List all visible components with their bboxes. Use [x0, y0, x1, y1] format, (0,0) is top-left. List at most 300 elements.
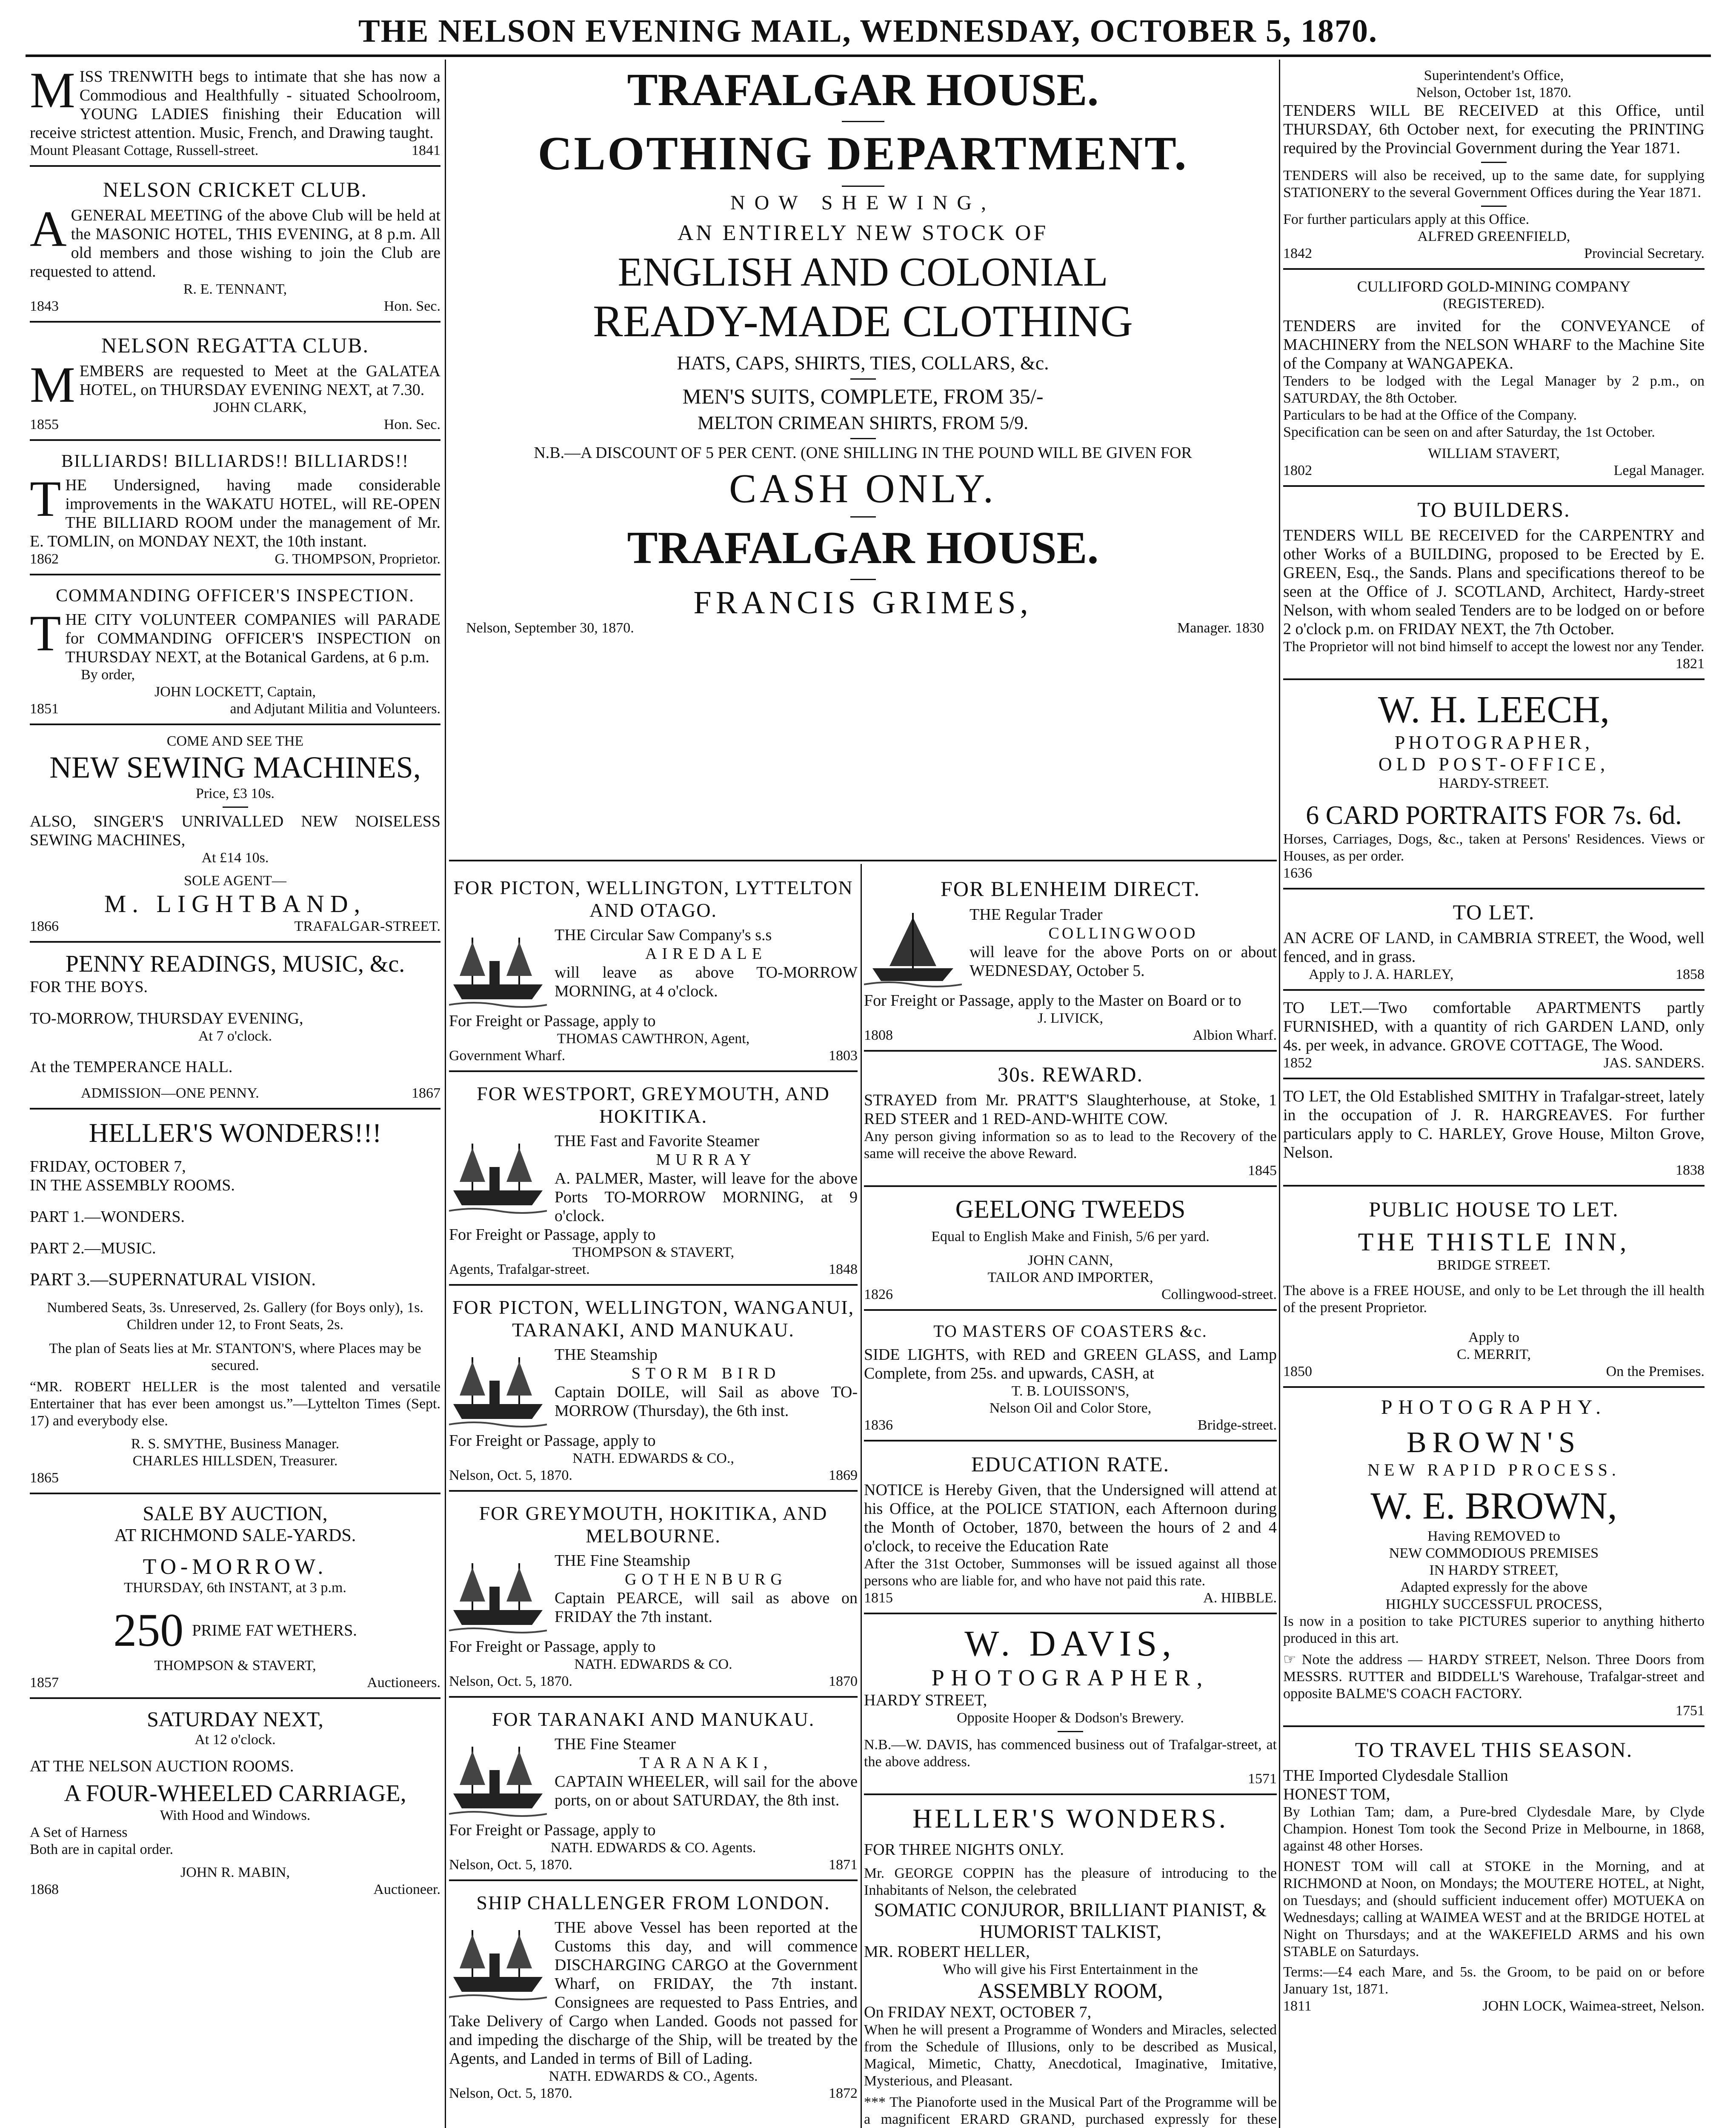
ad-number: 1802 — [1283, 463, 1312, 478]
ad-signature: M. LIGHTBAND, — [104, 890, 366, 918]
ad-title: GEELONG TWEEDS — [955, 1195, 1186, 1223]
ad-signature: R. S. SMYTHE, Business Manager. — [131, 1436, 340, 1452]
ad-hellers-wonders — [30, 1110, 440, 1494]
ad-line: A Set of Harness — [30, 1825, 128, 1840]
shipping-list — [449, 866, 858, 2108]
ad-intro: THE Fine Steamer — [555, 1735, 676, 1753]
ad-number: 1857 — [30, 1675, 59, 1690]
ad-stallion — [1283, 1727, 1705, 2021]
column-3b — [864, 866, 1277, 2128]
drop-cap: T — [30, 605, 61, 661]
ad-title: Hon. Sec. — [383, 298, 440, 314]
ad-line: Equal to English Make and Finish, 5/6 per yard. — [931, 1229, 1210, 1244]
ad-text: TO LET, the Old Established SMITHY in Trafalgar-street, lately in the occupation of J. R. HARGREAVES. For further particulars apply to C. HARLEY, Grove House, Milton Grove, Nelson. — [1283, 1087, 1705, 1161]
ad-line: TO-MORROW, THURSDAY EVENING, — [30, 1010, 303, 1027]
ad-text: Captain DOILE, will Sail as above TO-MORROW (Thursday), the 6th inst. — [555, 1383, 858, 1420]
ad-text: Mr. GEORGE COPPIN has the pleasure of introducing to the Inhabitants of Nelson, the celebrated — [864, 1865, 1277, 1898]
ad-line: At the TEMPERANCE HALL. — [30, 1058, 233, 1076]
ad-signature: C. MERRIT, — [1456, 1347, 1531, 1362]
ad-number: 1830 — [1235, 620, 1264, 636]
ad-inspection — [30, 575, 440, 725]
ad-shipping — [449, 1072, 858, 1286]
ad-heading: TO TRAVEL THIS SEASON. — [1355, 1738, 1633, 1762]
ad-printing-tenders — [1283, 60, 1705, 270]
ad-line: HIGHLY SUCCESSFUL PROCESS, — [1385, 1596, 1602, 1612]
ad-line: MELTON CRIMEAN SHIRTS, FROM 5/9. — [697, 412, 1029, 433]
ad-signature: JOHN CLARK, — [213, 400, 307, 415]
ad-number: 1865 — [30, 1470, 59, 1486]
ad-line: READY-MADE CLOTHING — [593, 296, 1133, 346]
ad-title: W. DAVIS, — [964, 1623, 1176, 1664]
steamship-icon — [449, 1738, 547, 1819]
ad-address: TRAFALGAR-STREET. — [294, 918, 440, 934]
ad-title: W. H. LEECH, — [1378, 689, 1610, 731]
ad-heading: FOR PICTON, WELLINGTON, LYTTELTON AND OTAGO. — [453, 877, 853, 921]
ad-text: will leave as above TO-MORROW MORNING, at 4 o'clock. — [555, 964, 858, 1000]
ad-signature: WILLIAM STAVERT, — [1428, 446, 1560, 461]
ad-sewing-machines — [30, 725, 440, 943]
ad-text: Specification can be seen on and after Saturday, the 1st October. — [1283, 424, 1655, 440]
pointing-hand-icon: ☞ — [1283, 1652, 1302, 1668]
ad-title: Nelson, Oct. 5, 1870. — [449, 2085, 572, 2101]
ad-rule — [1481, 162, 1507, 163]
ad-hellers-wonders-2 — [864, 1795, 1277, 2128]
ad-signature: JOHN LOCKETT, Captain, — [154, 684, 316, 700]
ad-text: Horses, Carriages, Dogs, &c., taken at Persons' Residences. Views or Houses, as per order. — [1283, 831, 1705, 864]
ad-signature: NATH. EDWARDS & CO. — [574, 1656, 732, 1672]
ad-number: 1848 — [829, 1261, 858, 1277]
ad-education-rate — [864, 1442, 1277, 1614]
ad-number: 1862 — [30, 551, 59, 567]
ad-line: AT RICHMOND SALE-YARDS. — [114, 1526, 356, 1545]
ad-quote: “MR. ROBERT HELLER is the most talented and versatile Entertainer that has ever been amongst us.”—Lyttelton Times (Sept. 17) and everybody else. — [30, 1379, 440, 1429]
column-rule — [1279, 60, 1280, 2128]
ad-line: A FOUR-WHEELED CARRIAGE, — [64, 1780, 406, 1807]
ad-title: Provincial Secretary. — [1584, 246, 1705, 261]
ad-number: 1826 — [864, 1287, 893, 1302]
ad-rule — [850, 579, 876, 580]
ad-text: A. PALMER, Master, will leave for the above Ports TO-MORROW MORNING, at 9 o'clock. — [555, 1170, 858, 1225]
steamship-icon — [449, 929, 547, 1010]
ad-number: 1842 — [1283, 246, 1312, 261]
ad-number: 1821 — [1676, 656, 1705, 672]
ship-name: COLLINGWOOD — [1048, 924, 1198, 942]
ad-title: W. E. BROWN, — [1370, 1485, 1617, 1527]
ad-shipping — [449, 1881, 858, 2108]
ad-number: 1851 — [30, 701, 59, 717]
ad-line: PART 2.—MUSIC. — [30, 1239, 156, 1257]
ad-signature: NATH. EDWARDS & CO., Agents. — [549, 2068, 758, 2084]
ad-line: ADMISSION—ONE PENNY. — [81, 1085, 259, 1101]
ad-intro: THE Regular Trader — [970, 906, 1103, 924]
ad-title: Nelson Oil and Color Store, — [989, 1400, 1152, 1416]
ad-text: For Freight or Passage, apply to — [449, 1226, 656, 1244]
ship-name: TARANAKI, — [639, 1754, 773, 1772]
ad-title: Manager. — [1177, 620, 1232, 636]
ad-price: At £14 10s. — [201, 850, 269, 866]
ad-culliford — [1283, 270, 1705, 487]
ad-line: Having REMOVED to — [1427, 1528, 1560, 1544]
ad-line: NOW SHEWING, — [730, 192, 996, 214]
ad-text: Tenders to be lodged with the Legal Manager by 2 p.m., on SATURDAY, the 8th October. — [1283, 373, 1705, 406]
ship-name: GOTHENBURG — [625, 1570, 787, 1588]
ad-line: PART 3.—SUPERNATURAL VISION. — [30, 1270, 316, 1290]
ad-line: Nelson, October 1st, 1870. — [1416, 85, 1572, 100]
ad-title: On the Premises. — [1606, 1364, 1705, 1379]
ad-text: TENDERS WILL BE RECEIVED for the CARPENTRY and other Works of a BUILDING, proposed to be Erected by E. GREEN, Esq., the Sands. Plans and specifications thereof to be seen at the Office of J. SCOTLAND, Architect, Hardy-street Nelson, with whom sealed Tenders are to be lodged on or before 2 o'clock p.m. on FRIDAY NEXT, the 7th October. — [1283, 526, 1705, 638]
ad-signature: JOHN R. MABIN, — [180, 1865, 290, 1880]
ad-date: Nelson, September 30, 1870. — [466, 620, 634, 636]
ad-text: For Freight or Passage, apply to the Master on Board or to — [864, 992, 1241, 1010]
ad-davis-photographer — [864, 1614, 1277, 1795]
ad-heading: FOR TARANAKI AND MANUKAU. — [492, 1708, 815, 1730]
ad-title: TAILOR AND IMPORTER, — [987, 1270, 1153, 1285]
ad-title: NEW SEWING MACHINES, — [49, 750, 421, 784]
ad-title: Agents, Trafalgar-street. — [449, 1261, 590, 1277]
ad-rule — [850, 378, 876, 380]
ad-line: SOMATIC CONJUROR, BRILLIANT PIANIST, & HUMORIST TALKIST, — [874, 1899, 1267, 1942]
ad-heading: FOR PICTON, WELLINGTON, WANGANUI, TARANAKI, AND MANUKAU. — [452, 1296, 855, 1341]
ad-text: The plan of Seats lies at Mr. STANTON'S, where Places may be secured. — [49, 1341, 421, 1373]
ad-text: The above is a FREE HOUSE, and only to be Let through the ill health of the present Proprietor. — [1283, 1283, 1705, 1316]
ad-coasters — [864, 1311, 1277, 1442]
ad-rule — [223, 807, 248, 808]
ad-rule — [850, 438, 876, 439]
ad-text: For Freight or Passage, apply to — [449, 1432, 656, 1450]
ad-title: Auctioneer. — [373, 1882, 440, 1897]
ad-text: THE Imported Clydesdale Stallion — [1283, 1767, 1508, 1785]
ad-line: ASSEMBLY ROOM, — [978, 1979, 1163, 2002]
ad-number: 1808 — [864, 1027, 893, 1043]
ad-heading: FOR GREYMOUTH, HOKITIKA, AND MELBOURNE. — [479, 1502, 828, 1547]
ad-text: Captain PEARCE, will sail as above on FRIDAY the 7th instant. — [555, 1589, 858, 1626]
ad-line: Both are in capital order. — [30, 1842, 174, 1857]
ad-intro: THE Fast and Favorite Steamer — [555, 1132, 760, 1150]
ad-line: THURSDAY, 6th INSTANT, at 3 p.m. — [124, 1580, 346, 1596]
ad-signature: A. HIBBLE. — [1203, 1590, 1277, 1606]
ad-text: EMBERS are requested to Meet at the GALATEA HOTEL, on THURSDAY EVENING NEXT, at 7.30. — [79, 362, 440, 399]
ad-number: 1872 — [829, 2085, 858, 2101]
ad-rule — [1481, 206, 1507, 207]
ad-title: PHOTOGRAPHY. — [1381, 1396, 1607, 1419]
ad-text: STRAYED from Mr. PRATT'S Slaughterhouse, at Stoke, 1 RED STEER and 1 RED-AND-WHITE COW. — [864, 1091, 1277, 1128]
ad-number: 1841 — [412, 143, 440, 158]
ad-signature: ALFRED GREENFIELD, — [1417, 229, 1570, 244]
ad-heading: NELSON REGATTA CLUB. — [101, 333, 369, 357]
ship-name: MURRAY — [656, 1151, 756, 1169]
ad-signature: JOHN CANN, — [1027, 1253, 1113, 1268]
drop-cap: M — [30, 356, 75, 413]
ad-number: 1815 — [864, 1590, 893, 1606]
ad-signature: CHARLES HILLSDEN, Treasurer. — [132, 1453, 338, 1469]
ad-line: AT THE NELSON AUCTION ROOMS. — [30, 1757, 294, 1775]
ad-text: For further particulars apply at this Office. — [1283, 212, 1530, 227]
ad-line: Who will give his First Entertainment in the — [943, 1962, 1198, 1977]
ad-text: AN ACRE OF LAND, in CAMBRIA STREET, the Wood, well fenced, and in grass. — [1283, 929, 1705, 966]
ad-photography-brown — [1283, 1388, 1705, 1727]
ad-line: At 12 o'clock. — [194, 1732, 276, 1748]
ad-text: By Lothian Tam; dam, a Pure-bred Clydesdale Mare, by Clyde Champion. Honest Tom took the Second Prize in Melbourne, in 1868, against 48 other Horses. — [1283, 1804, 1705, 1854]
ad-shipping — [449, 1286, 858, 1492]
ad-miss-trenwith — [30, 60, 440, 167]
ad-title: BROWN'S — [1406, 1426, 1582, 1459]
ad-text: HE Undersigned, having made considerable improvements in the WAKATU HOTEL, will RE-OPEN THE BILLIARD ROOM under the management of Mr. E. TOMLIN, on MONDAY NEXT, the 10th instant. — [30, 476, 440, 550]
masthead-rule — [26, 54, 1711, 57]
ad-builders — [1283, 487, 1705, 680]
ad-intro: THE Steamship — [555, 1346, 658, 1364]
ad-billiards — [30, 441, 440, 575]
ad-number: 1838 — [1676, 1162, 1705, 1178]
ad-text: NOTICE is Hereby Given, that the Undersigned will attend at his Office, at the POLICE STATION, each Afternoon during the Month of October, 1870, between the hours of 2 and 4 o'clock, to receive the Education Rate — [864, 1481, 1277, 1555]
ad-number: 1843 — [30, 298, 59, 314]
ad-line: ALSO, SINGER'S UNRIVALLED NEW NOISELESS SEWING MACHINES, — [30, 812, 440, 849]
ad-signature: THOMPSON & STAVERT, — [572, 1244, 735, 1260]
ad-text: THE above Vessel has been reported at the Customs this day, and will commence DISCHARGING CARGO at the Government Wharf, on FRIDAY, the 7th instant. Consignees are requested to Pass Entries, and Take Delivery of Cargo when Landed. Goods not passed for and impeding the discharge of the Ship, will be treated by the Agents, and Landed in terms of Bill of Lading. — [449, 1919, 858, 2068]
steamship-icon — [449, 1349, 547, 1430]
ad-text: TENDERS are invited for the CONVEYANCE of MACHINERY from the NELSON WHARF to the Machine Site of the Company at WANGAPEKA. — [1283, 317, 1705, 372]
ad-address: Collingwood-street. — [1161, 1287, 1277, 1302]
ad-line: TO-MORROW. — [143, 1555, 328, 1579]
ad-regatta-club — [30, 323, 440, 441]
ad-line: Apply to J. A. HARLEY, — [1309, 967, 1454, 982]
ad-number: 1855 — [30, 417, 59, 432]
ad-line: MR. ROBERT HELLER, — [864, 1943, 1030, 1961]
drop-cap: M — [30, 62, 75, 118]
ad-line: At 7 o'clock. — [198, 1028, 272, 1044]
ad-line: Superintendent's Office, — [1424, 68, 1564, 83]
ad-number: 1751 — [1676, 1703, 1705, 1719]
ad-number: 1811 — [1283, 1998, 1312, 2014]
ad-title: Legal Manager. — [1613, 463, 1705, 478]
ad-title: PHOTOGRAPHER, — [1394, 732, 1593, 753]
ad-penny-readings — [30, 943, 440, 1110]
ad-heading: TO BUILDERS. — [1417, 498, 1570, 521]
ad-title: PHOTOGRAPHER, — [931, 1665, 1210, 1690]
ad-signature: J. LIVICK, — [1038, 1010, 1103, 1026]
steamship-icon — [449, 1555, 547, 1636]
ad-rule — [842, 186, 884, 187]
ad-number: 1636 — [1283, 865, 1312, 881]
ad-text: N.B.—W. DAVIS, has commenced business out of Trafalgar-street, at the above address. — [864, 1737, 1277, 1770]
ad-title: THE THISTLE INN, — [1358, 1228, 1630, 1256]
ad-shipping — [449, 1698, 858, 1881]
ad-signature: NATH. EDWARDS & CO., — [572, 1450, 734, 1466]
ad-text: Note the address — HARDY STREET, Nelson. Three Doors from MESSRS. RUTTER and BIDDELL'S Warehouse, Trafalgar-street and opposite BALME'S COACH FACTORY. — [1283, 1652, 1705, 1702]
ad-text: HONEST TOM will call at STOKE in the Morning, and at RICHMOND at Noon, on Mondays; the MOUTERE HOTEL, at Night, on Tuesdays; and (should sufficient inducement offer) MOTUEKA on Wednesdays; calling at WAIMEA WEST and at the BRIDGE HOTEL at Night on Thursdays; and at the WAKEFIELD ARMS and his own STABLE on Saturdays. — [1283, 1859, 1705, 1959]
ad-title: CLOTHING DEPARTMENT. — [538, 127, 1188, 180]
ad-title: TRAFALGAR HOUSE. — [627, 65, 1099, 115]
ad-blenheim — [864, 866, 1277, 1052]
ad-public-house — [1283, 1187, 1705, 1388]
ad-heading: PUBLIC HOUSE TO LET. — [1369, 1197, 1619, 1221]
ad-text: TENDERS will also be received, up to the same date, for supplying STATIONERY to the several Government Offices during the Year 1871. — [1283, 168, 1705, 200]
ad-line: On FRIDAY NEXT, OCTOBER 7, — [864, 2003, 1092, 2021]
ad-heading: EDUCATION RATE. — [971, 1452, 1170, 1476]
ad-title: SALE BY AUCTION, — [143, 1502, 328, 1525]
ad-text: For Freight or Passage, apply to — [449, 1821, 656, 1839]
ad-text: HE CITY VOLUNTEER COMPANIES will PARADE for COMMANDING OFFICER'S INSPECTION on THURSDAY NEXT, at the Botanical Gardens, at 6 p.m. — [65, 611, 440, 666]
ad-number: 1845 — [1248, 1163, 1277, 1178]
ad-number: 1868 — [30, 1882, 59, 1897]
ad-number: 1571 — [1248, 1771, 1277, 1787]
ad-address: Bridge-street. — [1198, 1417, 1277, 1433]
ad-text: The Proprietor will not bind himself to accept the lowest nor any Tender. — [1283, 639, 1705, 655]
ad-line: HARDY STREET, — [864, 1691, 987, 1709]
ship-name: AIREDALE — [645, 945, 767, 963]
ad-to-let-smithy — [1283, 1079, 1705, 1187]
ad-signature: THOMPSON & STAVERT, — [154, 1658, 316, 1673]
ad-text: SIDE LIGHTS, with RED and GREEN GLASS, and Lamp Complete, from 25s. and upwards, CASH, at — [864, 1346, 1277, 1382]
ad-text: After the 31st October, Summonses will be issued against all those persons who are liable for, and who have not paid this rate. — [864, 1556, 1277, 1589]
ad-price: 6 CARD PORTRAITS FOR 7s. 6d. — [1306, 801, 1682, 830]
drop-cap: T — [30, 470, 61, 527]
ad-line: NEW COMMODIOUS PREMISES — [1389, 1545, 1599, 1561]
ad-signature: JOHN LOCK, Waimea-street, Nelson. — [1482, 1998, 1705, 2014]
ad-shipping — [449, 866, 858, 1072]
ad-order: By order, — [81, 667, 135, 683]
ad-heading: BILLIARDS! BILLIARDS!! BILLIARDS!! — [61, 452, 409, 471]
ad-title: and Adjutant Militia and Volunteers. — [230, 701, 440, 717]
ad-text: ISS TRENWITH begs to intimate that she has now a Commodious and Healthfully - situated Schoolroom, YOUNG LADIES finishing their Education will receive strictest attention. Music, French, and Drawing taught. — [30, 68, 440, 142]
steamship-icon — [449, 1135, 547, 1216]
column-4 — [1283, 60, 1705, 2128]
ad-tweeds — [864, 1187, 1277, 1311]
ad-title: Nelson, Oct. 5, 1870. — [449, 1467, 572, 1483]
ad-number: 1836 — [864, 1417, 893, 1433]
ad-title: SATURDAY NEXT, — [147, 1707, 323, 1731]
ad-title: TRAFALGAR HOUSE. — [627, 523, 1099, 573]
ad-heading: 30s. REWARD. — [997, 1062, 1144, 1086]
ad-line: IN HARDY STREET, — [1429, 1562, 1559, 1578]
ad-signature: T. B. LOUISSON'S, — [1011, 1383, 1130, 1399]
ad-text: When he will present a Programme of Wonders and Miracles, selected from the Schedule of Illusions, only to be described as Musical, Magical, Mimetic, Chatty, Anecdotical, Imaginative, Imitative, Mysterious, and Pleasant. — [864, 2022, 1277, 2089]
ad-heading: CULLIFORD GOLD-MINING COMPANY — [1357, 278, 1631, 295]
ad-line: Adapted expressly for the above — [1400, 1579, 1587, 1595]
ad-title: Auctioneers. — [367, 1675, 440, 1690]
ad-number: 1858 — [1676, 967, 1705, 982]
ad-number: 1871 — [829, 1857, 858, 1873]
ad-text: TENDERS WILL BE RECEIVED at this Office, until THURSDAY, 6th October next, for executing the PRINTING required by the Provincial Government during the Year 1871. — [1283, 102, 1705, 157]
ad-line: PART 1.—WONDERS. — [30, 1208, 185, 1226]
ad-heading: SHIP CHALLENGER FROM LONDON. — [476, 1892, 830, 1913]
ad-title: HELLER'S WONDERS!!! — [89, 1118, 382, 1148]
ad-text: will leave for the above Ports on or about WEDNESDAY, October 5. — [970, 943, 1277, 980]
column-rule — [861, 864, 862, 2128]
ad-auction-richmond — [30, 1494, 440, 1699]
ad-intro: THE Fine Steamship — [555, 1552, 690, 1570]
ad-line: OLD POST-OFFICE, — [1378, 754, 1610, 775]
ship-name: STORM BIRD — [631, 1364, 781, 1382]
ad-title: Albion Wharf. — [1193, 1027, 1277, 1043]
column-1 — [30, 60, 440, 2128]
ad-line: CASH ONLY. — [729, 466, 997, 511]
ad-trafalgar-house — [449, 60, 1277, 861]
ad-text: Numbered Seats, 3s. Unreserved, 2s. Gallery (for Boys only), 1s. Children under 12, to Front Seats, 2s. — [47, 1300, 423, 1333]
ad-cricket-club — [30, 167, 440, 323]
ad-number: 1866 — [30, 918, 59, 934]
ad-line: NEW RAPID PROCESS. — [1367, 1460, 1620, 1479]
ad-text: For Freight or Passage, apply to — [449, 1638, 656, 1656]
ad-quantity: 250 — [113, 1604, 184, 1656]
column-shipping — [449, 866, 858, 2128]
ad-line: (REGISTERED). — [1443, 296, 1545, 312]
masthead: THE NELSON EVENING MAIL, WEDNESDAY, OCTOBER 5, 1870. — [358, 13, 1378, 49]
ad-heading: FOR WESTPORT, GREYMOUTH, AND HOKITIKA. — [477, 1083, 830, 1127]
ad-line: IN THE ASSEMBLY ROOMS. — [30, 1176, 235, 1194]
ad-to-let-apartments — [1283, 991, 1705, 1079]
ad-line: HATS, CAPS, SHIRTS, TIES, COLLARS, &c. — [677, 352, 1049, 374]
ad-line: FOR THREE NIGHTS ONLY. — [864, 1841, 1064, 1859]
ad-heading: TO LET. — [1453, 900, 1535, 924]
ad-title: PENNY READINGS, MUSIC, &c. — [65, 951, 405, 977]
ad-line: HONEST TOM, — [1283, 1785, 1390, 1803]
ad-signature: G. THOMPSON, Proprietor. — [275, 551, 440, 567]
ad-leech-photographer — [1283, 680, 1705, 890]
ad-heading: FOR BLENHEIM DIRECT. — [941, 877, 1200, 901]
ad-rule — [850, 516, 876, 518]
ad-text: Any person giving information so as to lead to the Recovery of the same will receive the above Reward. — [864, 1129, 1277, 1161]
ad-line: COME AND SEE THE — [166, 733, 304, 749]
ad-line: PRIME FAT WETHERS. — [192, 1621, 357, 1639]
ad-line: SOLE AGENT— — [184, 873, 286, 889]
ad-line: HARDY-STREET. — [1439, 775, 1549, 791]
ad-line: BRIDGE STREET. — [1437, 1257, 1550, 1273]
ad-heading: TO MASTERS OF COASTERS &c. — [933, 1321, 1207, 1341]
steamship-icon — [449, 1922, 547, 2002]
ad-line: FRIDAY, OCTOBER 7, — [30, 1158, 186, 1176]
ad-text: For Freight or Passage, apply to — [449, 1012, 656, 1030]
ad-number: 1869 — [829, 1467, 858, 1483]
ad-text: *** The Pianoforte used in the Musical Part of the Programme will be a magnificent ERARD GRAND, purchased expressly for these — [864, 2094, 1277, 2127]
ad-text: CAPTAIN WHEELER, will sail for the above ports, on or about SATURDAY, the 8th inst. — [555, 1773, 858, 1809]
ad-number: 1803 — [829, 1048, 858, 1064]
ad-rule — [842, 121, 884, 122]
ad-shipping — [449, 1492, 858, 1698]
ad-signature: JAS. SANDERS. — [1603, 1055, 1705, 1071]
ad-title: HELLER'S WONDERS. — [912, 1803, 1228, 1833]
ad-line: Apply to — [1468, 1330, 1519, 1345]
ad-line: AN ENTIRELY NEW STOCK OF — [677, 221, 1049, 245]
ad-number: 1870 — [829, 1673, 858, 1689]
ad-line: With Hood and Windows. — [160, 1808, 311, 1823]
ad-number: 1850 — [1283, 1364, 1312, 1379]
ad-line: ENGLISH AND COLONIAL — [618, 249, 1108, 295]
ad-to-let-acre — [1283, 890, 1705, 991]
ad-text: GENERAL MEETING of the above Club will be held at the MASONIC HOTEL, THIS EVENING, at 8 p.m. All old members and those wishing to join the Club are requested to attend. — [30, 206, 440, 280]
ad-title: Government Wharf. — [449, 1048, 566, 1064]
ad-signature: THOMAS CAWTHRON, Agent, — [557, 1031, 750, 1047]
ad-price: Price, £3 10s. — [195, 786, 275, 801]
ad-auction-carriage — [30, 1699, 440, 1904]
ad-title: Nelson, Oct. 5, 1870. — [449, 1857, 572, 1873]
ad-number: 1852 — [1283, 1055, 1312, 1071]
ad-heading: NELSON CRICKET CLUB. — [103, 177, 368, 201]
ad-rule — [1058, 1731, 1083, 1732]
ad-heading: COMMANDING OFFICER'S INSPECTION. — [56, 586, 415, 606]
ad-intro: THE Circular Saw Company's s.s — [555, 926, 772, 944]
ad-text: Is now in a position to take PICTURES superior to anything hitherto produced in this art. — [1283, 1613, 1705, 1646]
ad-signature: NATH. EDWARDS & CO. Agents. — [550, 1840, 756, 1856]
ship-icon — [864, 909, 962, 990]
ad-text: TO LET.—Two comfortable APARTMENTS partly FURNISHED, with a quantity of rich GARDEN LAND, only 4s. per week, in advance. GROVE COTTAGE, The Wood. — [1283, 999, 1705, 1054]
ad-line: FOR THE BOYS. — [30, 978, 148, 996]
ad-signature: FRANCIS GRIMES, — [693, 585, 1032, 621]
ad-title: Hon. Sec. — [383, 417, 440, 432]
ad-text: Particulars to be had at the Office of the Company. — [1283, 407, 1577, 423]
column-rule — [445, 60, 446, 2128]
ad-line: Opposite Hooper & Dodson's Brewery. — [957, 1710, 1184, 1726]
ad-line: MEN'S SUITS, COMPLETE, FROM 35/- — [682, 384, 1044, 408]
